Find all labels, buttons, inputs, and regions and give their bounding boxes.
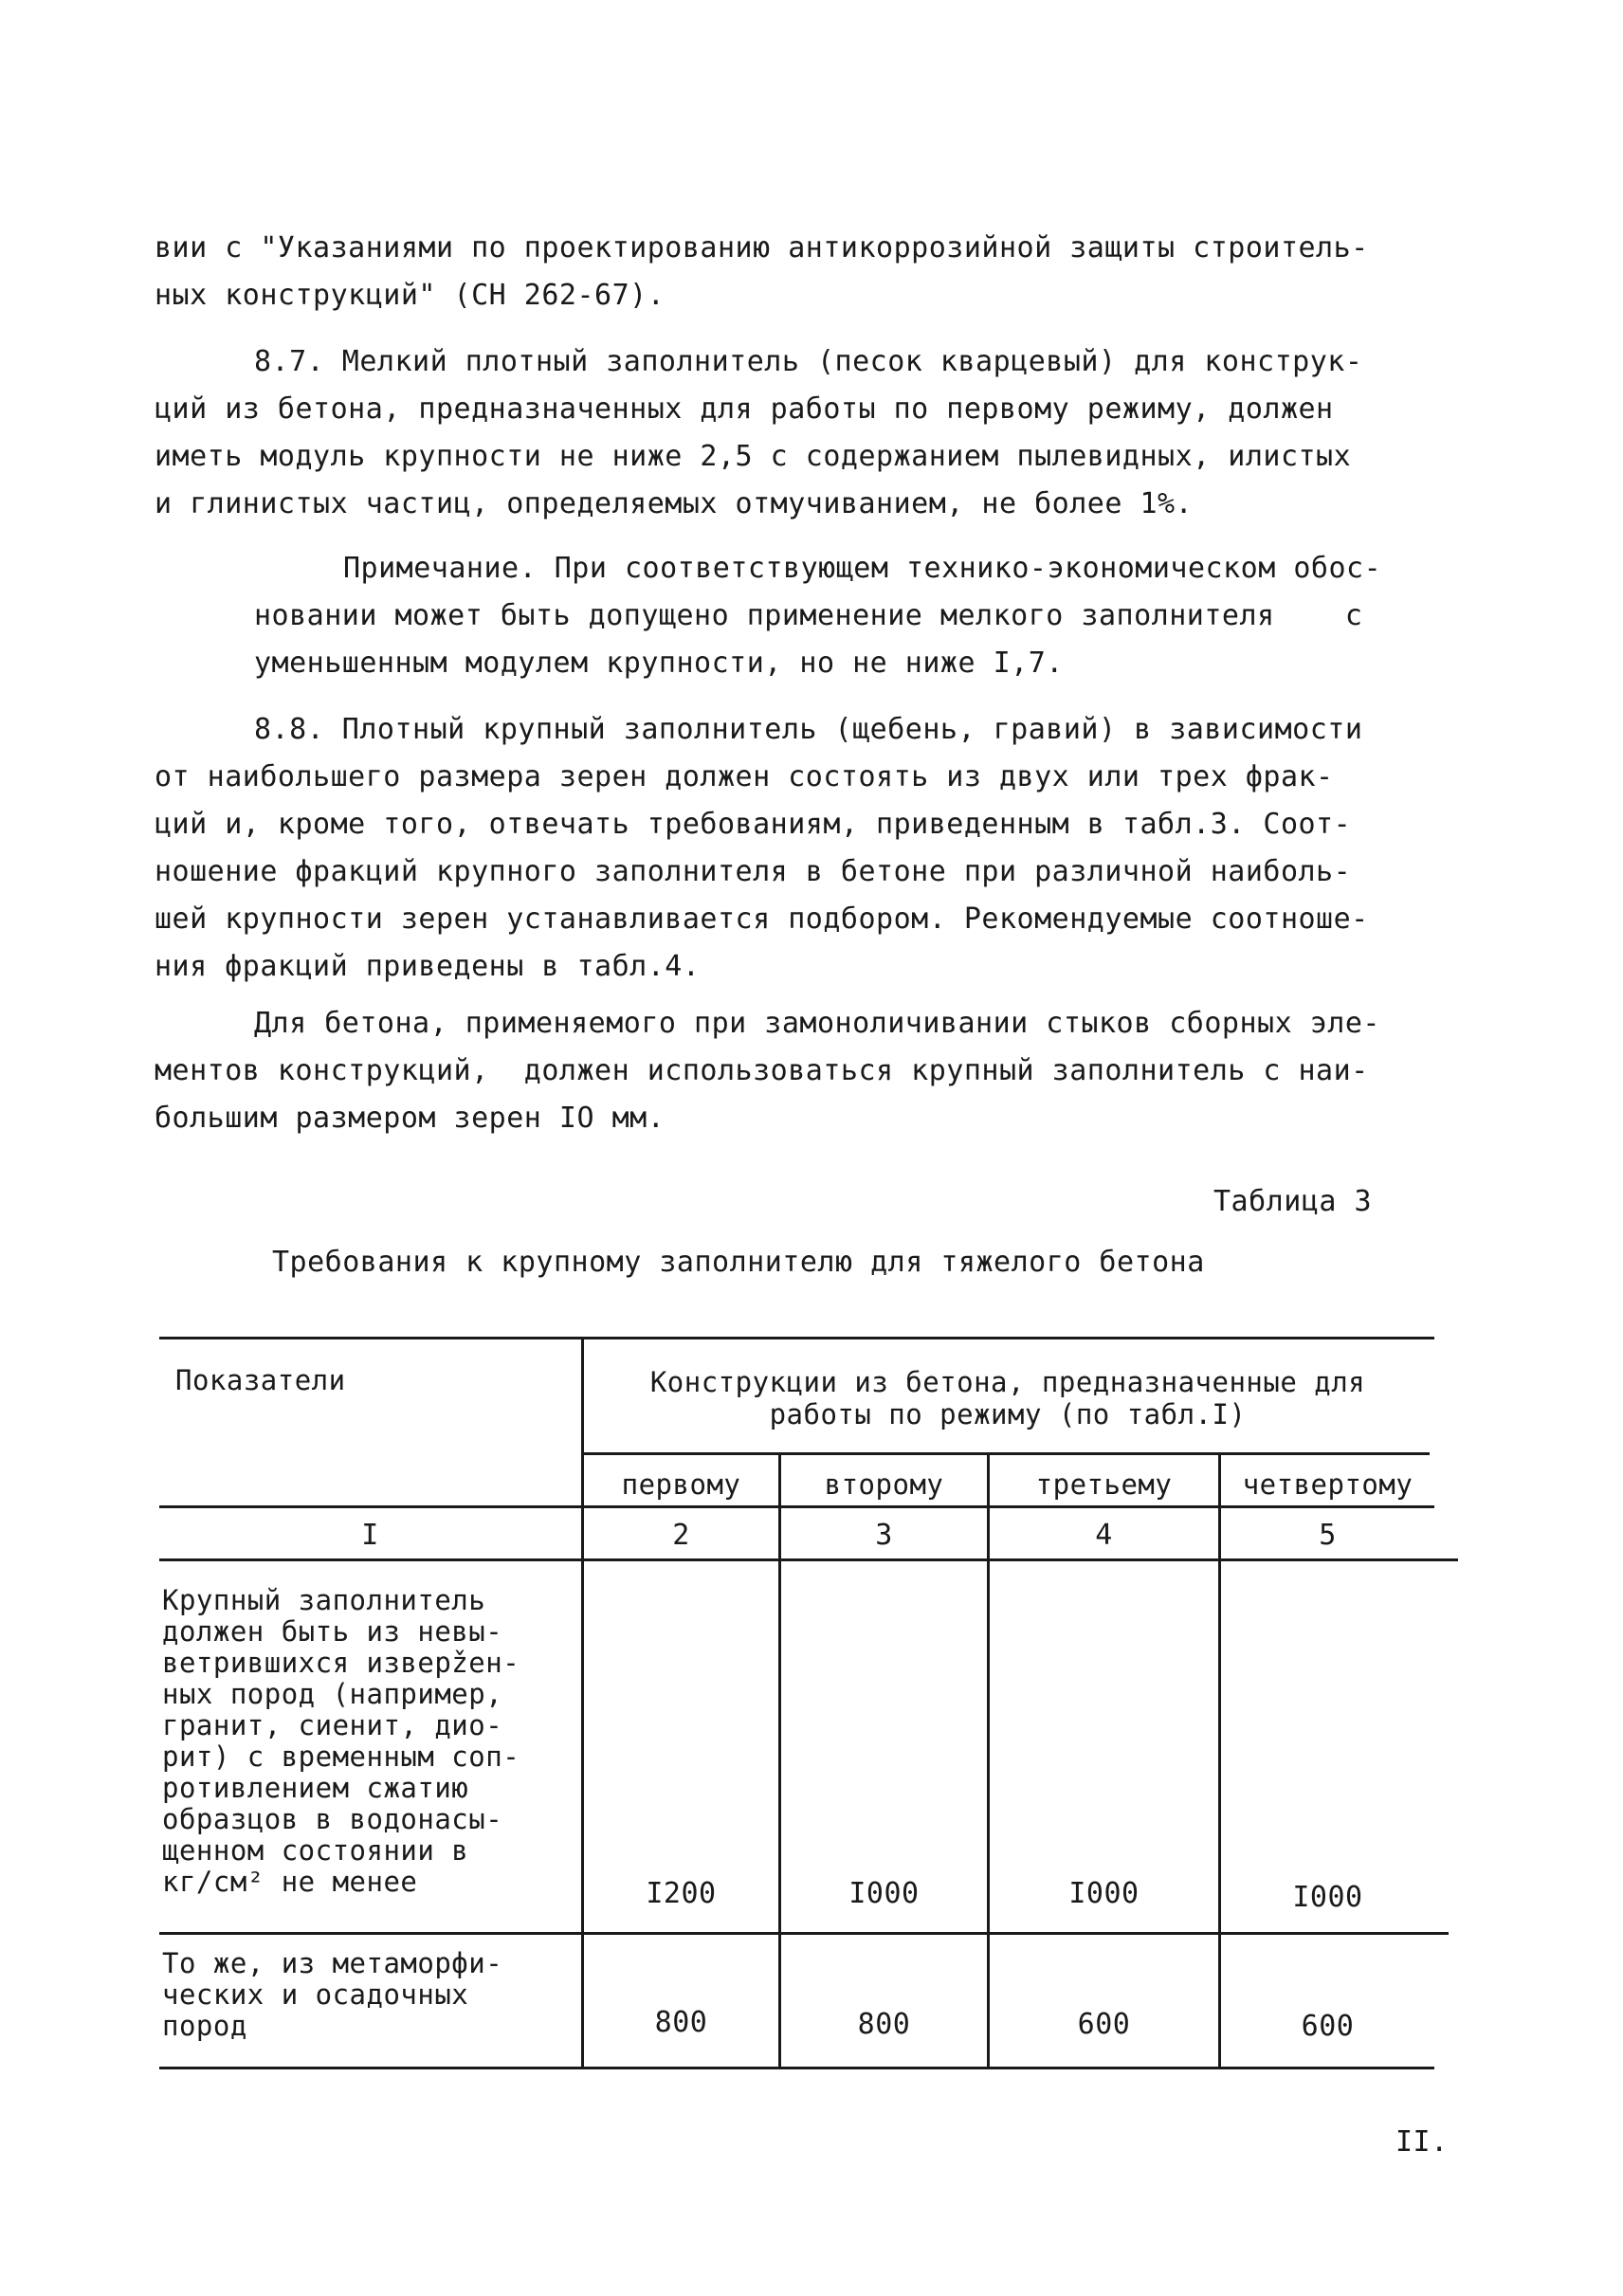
paragraph-joint-line: ментов конструкций, должен использоваться крупный заполнитель с наи- — [155, 1054, 1369, 1087]
note-line: уменьшенным модулем крупности, но не ниже I,7. — [254, 647, 1064, 680]
row2-value-mode2: 800 — [857, 2008, 911, 2041]
row1-label-line: гранит, сиенит, дио- — [162, 1709, 503, 1741]
row1-label-line: Крупный заполнитель — [162, 1584, 486, 1616]
header-mode-1: первому — [621, 1468, 741, 1501]
table-rule-header-bottom — [159, 1505, 1434, 1508]
table-title: Требования к крупному заполнителю для тяжелого бетона — [272, 1246, 1205, 1279]
col-number-1: I — [361, 1519, 379, 1552]
header-group-line: работы по режиму (по табл.I) — [769, 1398, 1247, 1430]
requirements-table — [155, 1337, 1453, 2076]
row1-label-line: щенном состоянии в — [162, 1834, 469, 1867]
row1-label-line: ротивлением сжатию — [162, 1772, 469, 1804]
paragraph-joint-line: большим размером зерен IO мм. — [155, 1102, 666, 1135]
table-rule-bottom — [159, 2067, 1434, 2069]
row2-label-line: То же, из метаморфи- — [162, 1947, 503, 1979]
table-rule-top — [159, 1337, 1434, 1339]
body-line: ных конструкций" (СН 262-67). — [155, 279, 666, 312]
col-number-3: 3 — [875, 1519, 893, 1552]
row1-value-mode1: I200 — [646, 1877, 717, 1910]
header-mode-2: второму — [824, 1468, 944, 1501]
row2-value-mode4: 600 — [1301, 2010, 1355, 2043]
paragraph-8-8-line: 8.8. Плотный крупный заполнитель (щебень, гравий) в зависимости — [254, 713, 1363, 746]
row1-value-mode2: I000 — [848, 1877, 920, 1910]
note-line: новании может быть допущено применение мелкого заполнителя с — [254, 599, 1363, 632]
row1-value-mode3: I000 — [1068, 1877, 1140, 1910]
note-line: Примечание. При соответствующем технико-экономическом обос- — [343, 552, 1382, 585]
row2-value-mode1: 800 — [654, 2006, 708, 2039]
page-number: II. — [1395, 2125, 1449, 2159]
row2-label-line: ческих и осадочных — [162, 1978, 469, 2011]
row1-label-line: кг/см² не менее — [162, 1866, 418, 1898]
table-rule-numbers-bottom — [159, 1558, 1458, 1561]
paragraph-8-8-line: ций и, кроме того, отвечать требованиям, приведенным в табл.3. Соот- — [155, 808, 1352, 841]
paragraph-joint-line: Для бетона, применяемого при замоноличивании стыков сборных эле- — [254, 1007, 1380, 1040]
row2-value-mode3: 600 — [1077, 2008, 1131, 2041]
paragraph-8-8-line: ношение фракций крупного заполнителя в бетоне при различной наиболь- — [155, 855, 1352, 888]
row2-label-line: пород — [162, 2010, 247, 2042]
row1-label-line: рит) с временным соп- — [162, 1740, 520, 1773]
header-indicators: Показатели — [175, 1364, 346, 1396]
table-col-sep-1 — [581, 1337, 584, 2067]
paragraph-8-8-line: ния фракций приведены в табл.4. — [155, 950, 701, 983]
col-number-5: 5 — [1319, 1519, 1337, 1552]
paragraph-8-7-line: и глинистых частиц, определяемых отмучиванием, не более 1%. — [155, 487, 1194, 520]
row1-value-mode4: I000 — [1292, 1881, 1363, 1914]
paragraph-8-8-line: шей крупности зерен устанавливается подбором. Рекомендуемые соотноше- — [155, 902, 1369, 936]
paragraph-8-7-line: 8.7. Мелкий плотный заполнитель (песок кварцевый) для конструк- — [254, 345, 1363, 378]
paragraph-8-7-line: иметь модуль крупности не ниже 2,5 с содержанием пылевидных, илистых — [155, 440, 1352, 473]
col-number-2: 2 — [672, 1519, 690, 1552]
table-rule-row1-bottom — [159, 1932, 1449, 1935]
header-mode-4: четвертому — [1242, 1468, 1413, 1501]
body-line: вии с "Указаниями по проектированию антикоррозийной защиты строитель- — [155, 231, 1369, 264]
paragraph-8-8-line: от наибольшего размера зерен должен состоять из двух или трех фрак- — [155, 760, 1334, 793]
row1-label-line: должен быть из невы- — [162, 1615, 503, 1648]
row1-label-line: ных пород (например, — [162, 1678, 503, 1710]
table-label: Таблица 3 — [1213, 1185, 1373, 1218]
header-group-line: Конструкции из бетона, предназначенные для — [649, 1366, 1366, 1398]
paragraph-8-7-line: ций из бетона, предназначенных для работы по первому режиму, должен — [155, 392, 1334, 426]
table-rule-modes — [581, 1452, 1430, 1455]
header-mode-3: третьему — [1035, 1468, 1173, 1501]
row1-label-line: ветрившихся изверžен- — [162, 1647, 520, 1679]
row1-label-line: образцов в водонасы- — [162, 1803, 503, 1835]
col-number-4: 4 — [1095, 1519, 1113, 1552]
